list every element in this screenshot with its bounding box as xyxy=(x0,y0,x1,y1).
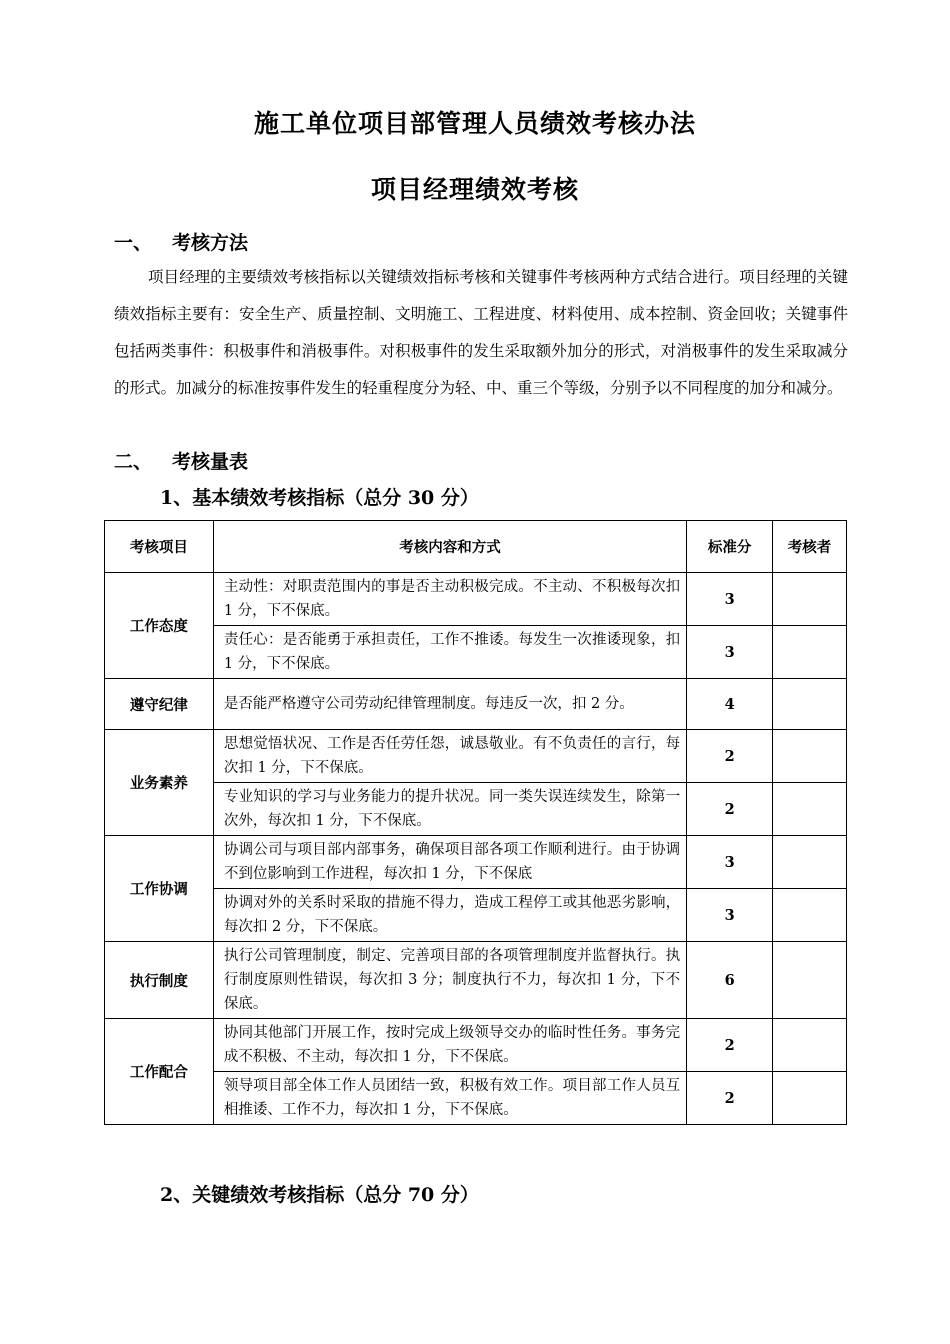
assessor-cell xyxy=(773,1072,847,1125)
category-cell: 执行制度 xyxy=(105,942,214,1019)
assessor-cell xyxy=(773,942,847,1019)
content-cell: 领导项目部全体工作人员团结一致，积极有效工作。项目部工作人员互相推诿、工作不力，每次扣 1 分，下不保底。 xyxy=(213,1072,686,1125)
score-cell: 2 xyxy=(687,730,773,783)
score-cell: 6 xyxy=(687,942,773,1019)
content-cell: 协同其他部门开展工作，按时完成上级领导交办的临时性任务。事务完成不积极、不主动，每次扣 1 分，下不保底。 xyxy=(213,1019,686,1072)
content-cell: 主动性：对职责范围内的事是否主动积极完成。不主动、不积极每次扣 1 分，下不保底。 xyxy=(213,573,686,626)
content-cell: 协调对外的关系时采取的措施不得力，造成工程停工或其他恶劣影响，每次扣 2 分，下不保底。 xyxy=(213,889,686,942)
assessor-cell xyxy=(773,626,847,679)
content-cell: 思想觉悟状况、工作是否任劳任怨，诚恳敬业。有不负责任的言行，每次扣 1 分，下不保底。 xyxy=(213,730,686,783)
category-cell: 工作配合 xyxy=(105,1019,214,1125)
score-cell: 3 xyxy=(687,836,773,889)
section-heading-scale xyxy=(114,447,248,474)
table-header-row xyxy=(105,521,847,573)
subheading-key-kpi: 2、关键绩效考核指标（总分 70 分） xyxy=(160,1184,479,1206)
method-paragraph: 项目经理的主要绩效考核指标以关键绩效指标考核和关键事件考核两种方式结合进行。项目经理的关键绩效指标主要有：安全生产、质量控制、文明施工、工程进度、材料使用、成本控制、资金回收；关键事件包括两类事件：积极事件和消极事件。对积极事件的发生采取额外加分的形式，对消极事件的发生采取减分的形式。加减分的标准按事件发生的轻重程度分为轻、中、重三个等级，分别予以不同程度的加分和减分。 xyxy=(114,268,848,397)
section-number: 二、 xyxy=(114,451,153,473)
basic-kpi-table xyxy=(104,520,847,1125)
document-subtitle: 项目经理绩效考核 xyxy=(370,175,579,204)
subheading-basic-kpi: 1、基本绩效考核指标（总分 30 分） xyxy=(160,487,479,509)
score-cell: 3 xyxy=(687,573,773,626)
document-title: 施工单位项目部管理人员绩效考核办法 xyxy=(253,109,696,138)
score-cell: 2 xyxy=(687,1072,773,1125)
score-cell: 2 xyxy=(687,783,773,836)
section-heading-method xyxy=(114,228,248,255)
table-row xyxy=(105,1019,847,1072)
header-cell: 考核内容和方式 xyxy=(213,521,686,573)
header-cell: 标准分 xyxy=(687,521,773,573)
content-cell: 是否能严格遵守公司劳动纪律管理制度。每违反一次，扣 2 分。 xyxy=(213,679,686,730)
table-row xyxy=(105,730,847,783)
section-title: 考核量表 xyxy=(172,451,249,473)
content-cell: 责任心：是否能勇于承担责任，工作不推诿。每发生一次推诿现象，扣 1 分，下不保底。 xyxy=(213,626,686,679)
score-cell: 3 xyxy=(687,889,773,942)
section-title: 考核方法 xyxy=(172,232,249,254)
score-cell: 2 xyxy=(687,1019,773,1072)
table-row xyxy=(105,626,847,679)
content-cell: 协调公司与项目部内部事务，确保项目部各项工作顺利进行。由于协调不到位影响到工作进程，每次扣 1 分，下不保底 xyxy=(213,836,686,889)
header-cell: 考核项目 xyxy=(105,521,214,573)
table-row xyxy=(105,783,847,836)
category-cell: 业务素养 xyxy=(105,730,214,836)
table-row xyxy=(105,836,847,889)
assessor-cell xyxy=(773,889,847,942)
table-row xyxy=(105,679,847,730)
table-row xyxy=(105,1072,847,1125)
table-row xyxy=(105,889,847,942)
content-cell: 专业知识的学习与业务能力的提升状况。同一类失误连续发生，除第一次外，每次扣 1 分，下不保底。 xyxy=(213,783,686,836)
category-cell: 遵守纪律 xyxy=(105,679,214,730)
table-row xyxy=(105,573,847,626)
assessor-cell xyxy=(773,730,847,783)
category-cell: 工作态度 xyxy=(105,573,214,679)
score-cell: 4 xyxy=(687,679,773,730)
content-cell: 执行公司管理制度，制定、完善项目部的各项管理制度并监督执行。执行制度原则性错误，每次扣 3 分；制度执行不力，每次扣 1 分，下不保底。 xyxy=(213,942,686,1019)
header-cell: 考核者 xyxy=(773,521,847,573)
category-cell: 工作协调 xyxy=(105,836,214,942)
assessor-cell xyxy=(773,836,847,889)
assessor-cell xyxy=(773,783,847,836)
score-cell: 3 xyxy=(687,626,773,679)
table-body xyxy=(105,573,847,1125)
assessor-cell xyxy=(773,679,847,730)
table-row xyxy=(105,942,847,1019)
assessor-cell xyxy=(773,1019,847,1072)
assessor-cell xyxy=(773,573,847,626)
section-number: 一、 xyxy=(114,232,153,254)
